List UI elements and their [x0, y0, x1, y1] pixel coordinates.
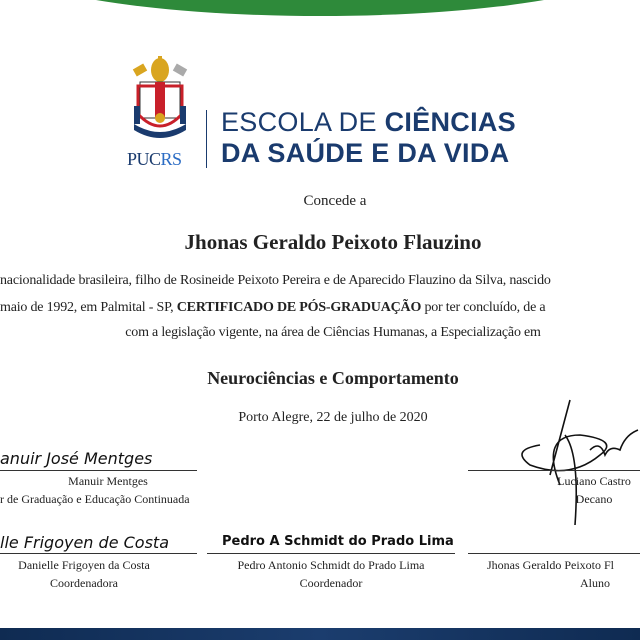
- signature-handwriting-1: anuir José Mentges: [0, 449, 153, 468]
- certificate-type: CERTIFICADO DE PÓS-GRADUAÇÃO: [176, 300, 422, 315]
- signer-name-4: Pedro Antonio Schmidt do Prado Lima: [237, 558, 425, 572]
- signature-line-4: [207, 553, 455, 554]
- grants-text: Concede a: [303, 193, 367, 209]
- signer-name-5: Jhonas Geraldo Peixoto Fl: [487, 558, 614, 572]
- signature-line-5: [468, 553, 640, 554]
- signature-handwriting-3: lle Frigoyen de Costa: [0, 533, 169, 552]
- school-name: [221, 107, 516, 169]
- signature-handwriting-4: Pedro A Schmidt do Prado Lima: [222, 534, 454, 549]
- signer-name-2: Luciano Castro: [557, 474, 631, 488]
- signer-role-5: Aluno: [580, 576, 610, 590]
- recipient-name: Jhonas Geraldo Peixoto Flauzino: [184, 230, 482, 254]
- place-date: Porto Alegre, 22 de julho de 2020: [238, 410, 428, 425]
- bottom-navy-band: [0, 628, 640, 640]
- signature-line-2: [468, 470, 640, 471]
- body-line-2a: maio de 1992, em Palmital - SP,: [0, 300, 177, 315]
- pucrs-wordmark: [127, 149, 182, 170]
- signer-name-3: Danielle Frigoyen da Costa: [18, 558, 150, 572]
- body-line-1: nacionalidade brasileira, filho de Rosineide Peixoto Pereira e de Aparecido Flauzino da Silva, nascido: [0, 273, 551, 288]
- logo-divider: [206, 110, 207, 168]
- signature-line-1: [0, 470, 197, 471]
- signature-line-3: [0, 553, 197, 554]
- logo-puc: PUC: [127, 149, 161, 169]
- top-green-band: [0, 0, 640, 16]
- signer-name-1: Manuir Mentges: [68, 474, 148, 488]
- pucrs-crest-logo: [128, 56, 192, 148]
- signer-role-4: Coordenador: [299, 576, 363, 590]
- body-line-3: com a legislação vigente, na área de Ciências Humanas, a Especialização em: [125, 325, 541, 340]
- school-line1-light: ESCOLA DE: [221, 107, 385, 137]
- signer-role-2: Decano: [575, 492, 613, 506]
- body-line-2: [0, 300, 545, 316]
- signer-role-1: r de Graduação e Educação Continuada: [0, 492, 190, 506]
- course-name: Neurociências e Comportamento: [207, 368, 459, 388]
- school-line1-bold: CIÊNCIAS: [384, 107, 516, 137]
- signer-role-3: Coordenadora: [50, 576, 118, 590]
- logo-rs: RS: [160, 149, 182, 169]
- signature-scribble-2: [500, 395, 640, 535]
- body-line-2b: por ter concluído, de a: [421, 300, 546, 315]
- school-line2: DA SAÚDE E DA VIDA: [221, 138, 510, 168]
